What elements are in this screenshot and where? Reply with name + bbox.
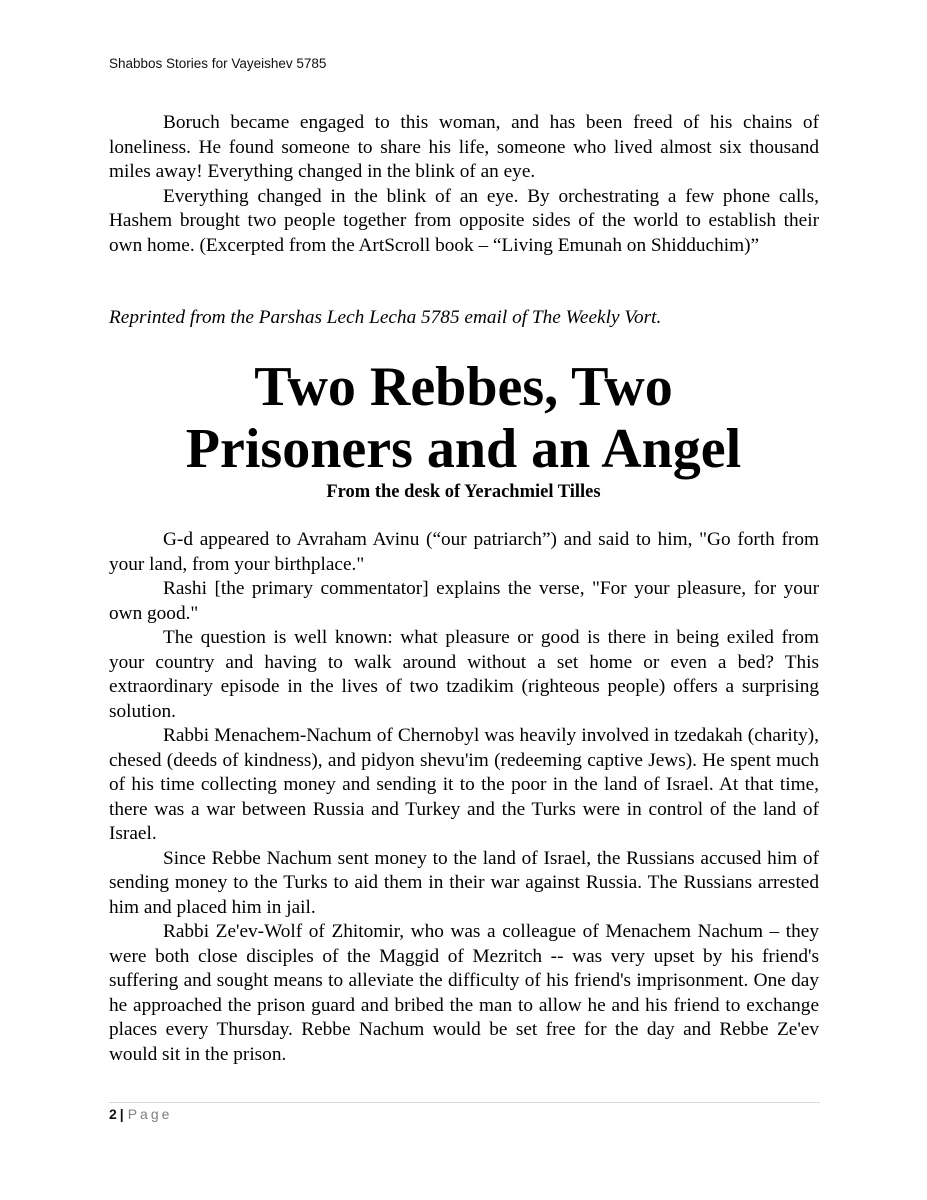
paragraph: Rabbi Ze'ev-Wolf of Zhitomir, who was a colleague of Menachem Nachum – they were both close disciples of the Maggid of Mezritch -- was very upset by his friend's suffering and sought means to alleviate the difficulty of his friend's imprisonment. One day he approached the prison guard and bribed the man to allow he and his friend to exchange places every Thursday. Rebbe Nachum would be set free for the day and Rebbe Ze'ev would sit in the prison. bbox=[109, 921, 819, 1065]
running-header: Shabbos Stories for Vayeishev 5785 bbox=[109, 56, 327, 71]
paragraph: Since Rebbe Nachum sent money to the land of Israel, the Russians accused him of sending money to the Turks to aid them in their war against Russia. The Russians arrested him and placed him in jail. bbox=[109, 847, 819, 918]
footer-separator: | bbox=[119, 1106, 124, 1122]
story-body bbox=[109, 528, 819, 1067]
paragraph: The question is well known: what pleasure or good is there in being exiled from your country and having to walk around without a set home or even a bed? This extraordinary episode in the lives of two tzadikim (righteous people) offers a surprising solution. bbox=[109, 627, 819, 722]
paragraph: Everything changed in the blink of an eye. By orchestrating a few phone calls, Hashem brought two people together from opposite sides of the world to establish their own home. (Excerpted from the ArtScroll book – “Living Emunah on Shidduchim)” bbox=[109, 185, 819, 256]
page-footer bbox=[109, 1106, 172, 1122]
story-title bbox=[0, 356, 927, 480]
footer-divider bbox=[109, 1102, 820, 1103]
story-title-line-1: Two Rebbes, Two bbox=[254, 356, 673, 418]
paragraph: Rabbi Menachem-Nachum of Chernobyl was heavily involved in tzedakah (charity), chesed (deeds of kindness), and pidyon shevu'im (redeeming captive Jews). He spent much of his time collecting money and sending it to the poor in the land of Israel. At that time, there was a war between Russia and Turkey and the Turks were in control of the land of Israel. bbox=[109, 725, 819, 844]
page-number: 2 bbox=[109, 1106, 117, 1122]
paragraph: Rashi [the primary commentator] explains the verse, "For your pleasure, for your own good." bbox=[109, 578, 819, 624]
paragraph: Boruch became engaged to this woman, and has been freed of his chains of loneliness. He found someone to share his life, someone who lived almost six thousand miles away! Everything changed in the blink of an eye. bbox=[109, 112, 819, 182]
story-byline: From the desk of Yerachmiel Tilles bbox=[326, 482, 601, 502]
page-label: Page bbox=[127, 1106, 173, 1122]
story-title-line-2: Prisoners and an Angel bbox=[185, 418, 742, 480]
paragraph: G-d appeared to Avraham Avinu (“our patriarch”) and said to him, "Go forth from your land, from your birthplace." bbox=[109, 529, 819, 575]
previous-story-text bbox=[109, 111, 819, 258]
reprint-note: Reprinted from the Parshas Lech Lecha 5785 email of The Weekly Vort. bbox=[109, 307, 662, 328]
